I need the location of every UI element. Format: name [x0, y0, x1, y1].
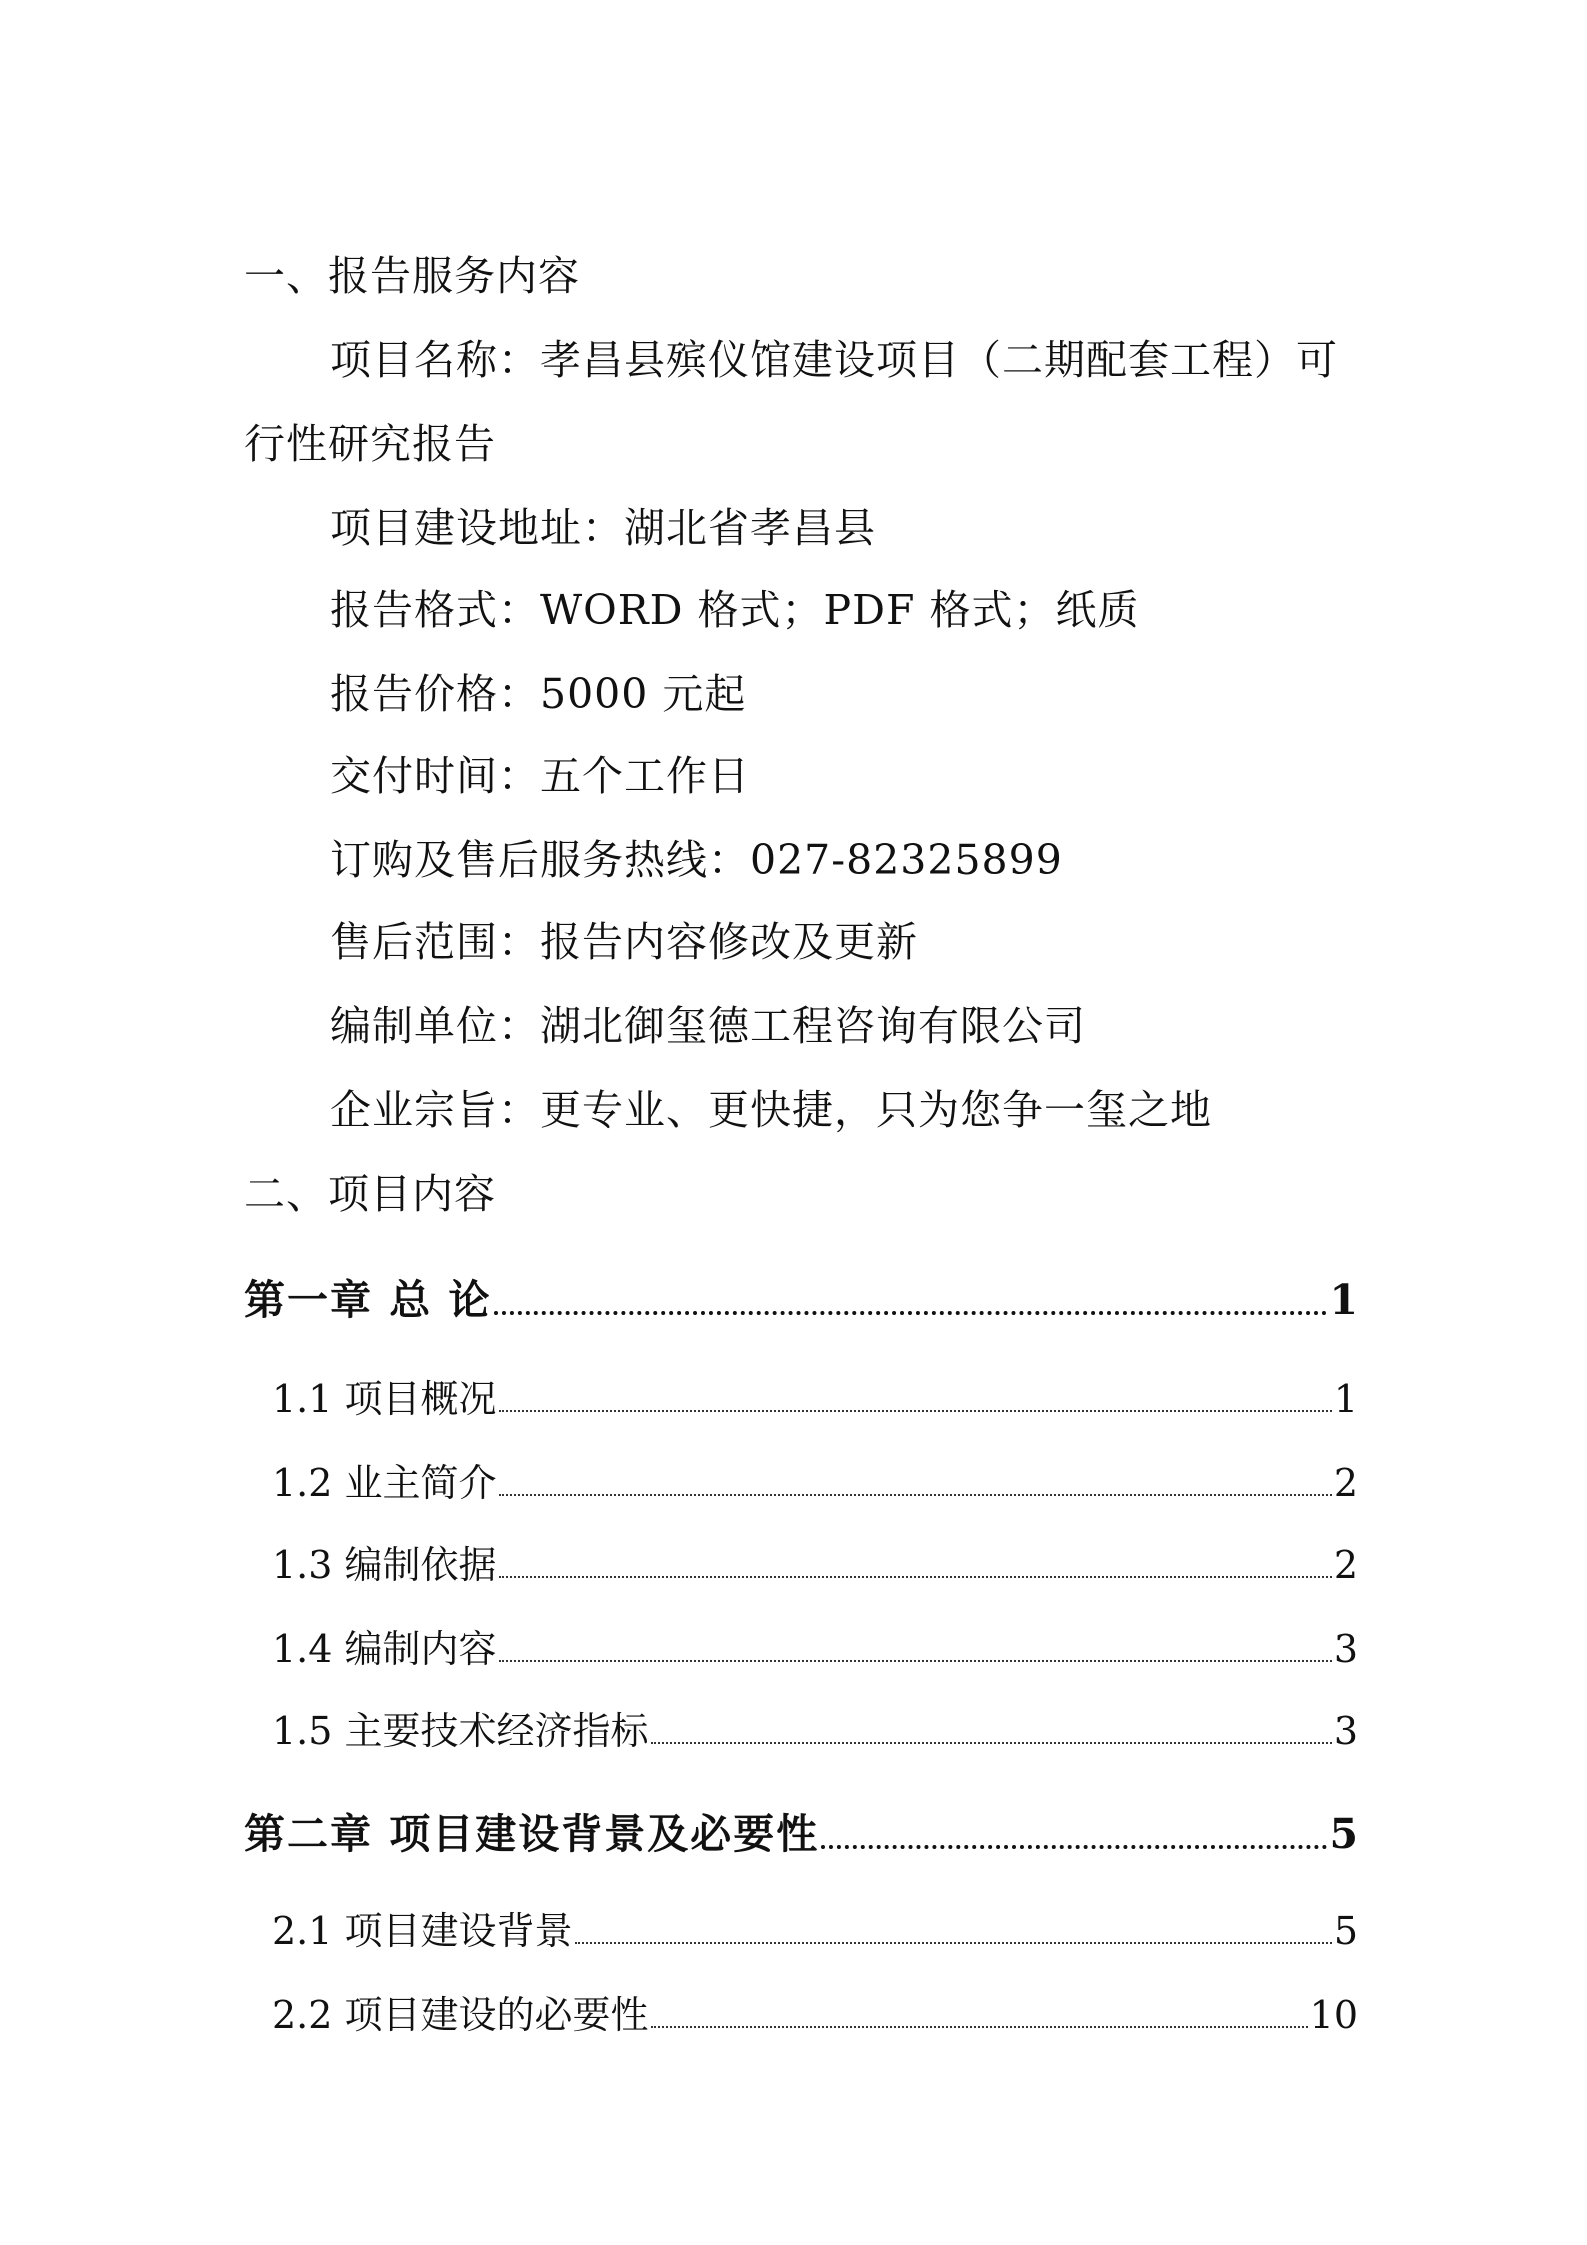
toc-entry-2-2[interactable] [272, 1993, 1358, 2037]
toc-leader [494, 1307, 1328, 1315]
toc-entry-1-2[interactable] [272, 1461, 1358, 1505]
toc-leader [499, 1406, 1332, 1412]
toc-label: 1.5 主要技术经济指标 [272, 1709, 649, 1753]
report-format: 报告格式：WORD 格式；PDF 格式；纸质 [330, 586, 1140, 634]
toc-page-number: 2 [1333, 1461, 1358, 1505]
toc-label: 1.1 项目概况 [272, 1377, 497, 1421]
toc-label: 第二章 项目建设背景及必要性 [244, 1810, 820, 1858]
section2-heading: 二、项目内容 [244, 1170, 496, 1218]
toc-label: 1.4 编制内容 [272, 1627, 497, 1671]
toc-entry-1-4[interactable] [272, 1627, 1358, 1671]
project-name-line1: 项目名称：孝昌县殡仪馆建设项目（二期配套工程）可 [330, 336, 1338, 384]
toc-leader [821, 1841, 1327, 1849]
project-name-line2: 行性研究报告 [244, 420, 496, 468]
toc-entry-1-3[interactable] [272, 1543, 1358, 1587]
compiling-unit: 编制单位：湖北御玺德工程咨询有限公司 [330, 1002, 1086, 1050]
toc-label: 2.1 项目建设背景 [272, 1909, 573, 1953]
toc-entry-1-5[interactable] [272, 1709, 1358, 1753]
toc-entry-2-1[interactable] [272, 1909, 1358, 1953]
toc-leader [499, 1572, 1332, 1578]
after-sales-scope: 售后范围：报告内容修改及更新 [330, 918, 918, 966]
toc-entry-chapter-2[interactable] [244, 1810, 1358, 1858]
report-price: 报告价格：5000 元起 [330, 670, 747, 718]
toc-label: 2.2 项目建设的必要性 [272, 1993, 649, 2037]
project-address: 项目建设地址：湖北省孝昌县 [330, 504, 876, 552]
toc-leader [651, 2022, 1308, 2028]
toc-leader [651, 1738, 1332, 1744]
toc-page-number: 5 [1329, 1810, 1358, 1858]
toc-page-number: 5 [1333, 1909, 1358, 1953]
toc-label: 第一章 总 论 [244, 1276, 492, 1324]
delivery-time: 交付时间：五个工作日 [330, 752, 750, 800]
toc-leader [499, 1490, 1332, 1496]
toc-page-number: 3 [1333, 1709, 1358, 1753]
toc-page-number: 1 [1329, 1276, 1358, 1324]
toc-page-number: 3 [1333, 1627, 1358, 1671]
toc-leader [575, 1938, 1332, 1944]
toc-page-number: 10 [1309, 1993, 1358, 2037]
toc-page-number: 1 [1333, 1377, 1358, 1421]
company-motto: 企业宗旨：更专业、更快捷，只为您争一玺之地 [330, 1086, 1212, 1134]
section1-heading: 一、报告服务内容 [244, 252, 580, 300]
toc-leader [499, 1656, 1332, 1662]
toc-entry-chapter-1[interactable] [244, 1276, 1358, 1324]
toc-label: 1.3 编制依据 [272, 1543, 497, 1587]
toc-entry-1-1[interactable] [272, 1377, 1358, 1421]
service-hotline: 订购及售后服务热线：027-82325899 [330, 836, 1063, 884]
toc-page-number: 2 [1333, 1543, 1358, 1587]
toc-label: 1.2 业主简介 [272, 1461, 497, 1505]
